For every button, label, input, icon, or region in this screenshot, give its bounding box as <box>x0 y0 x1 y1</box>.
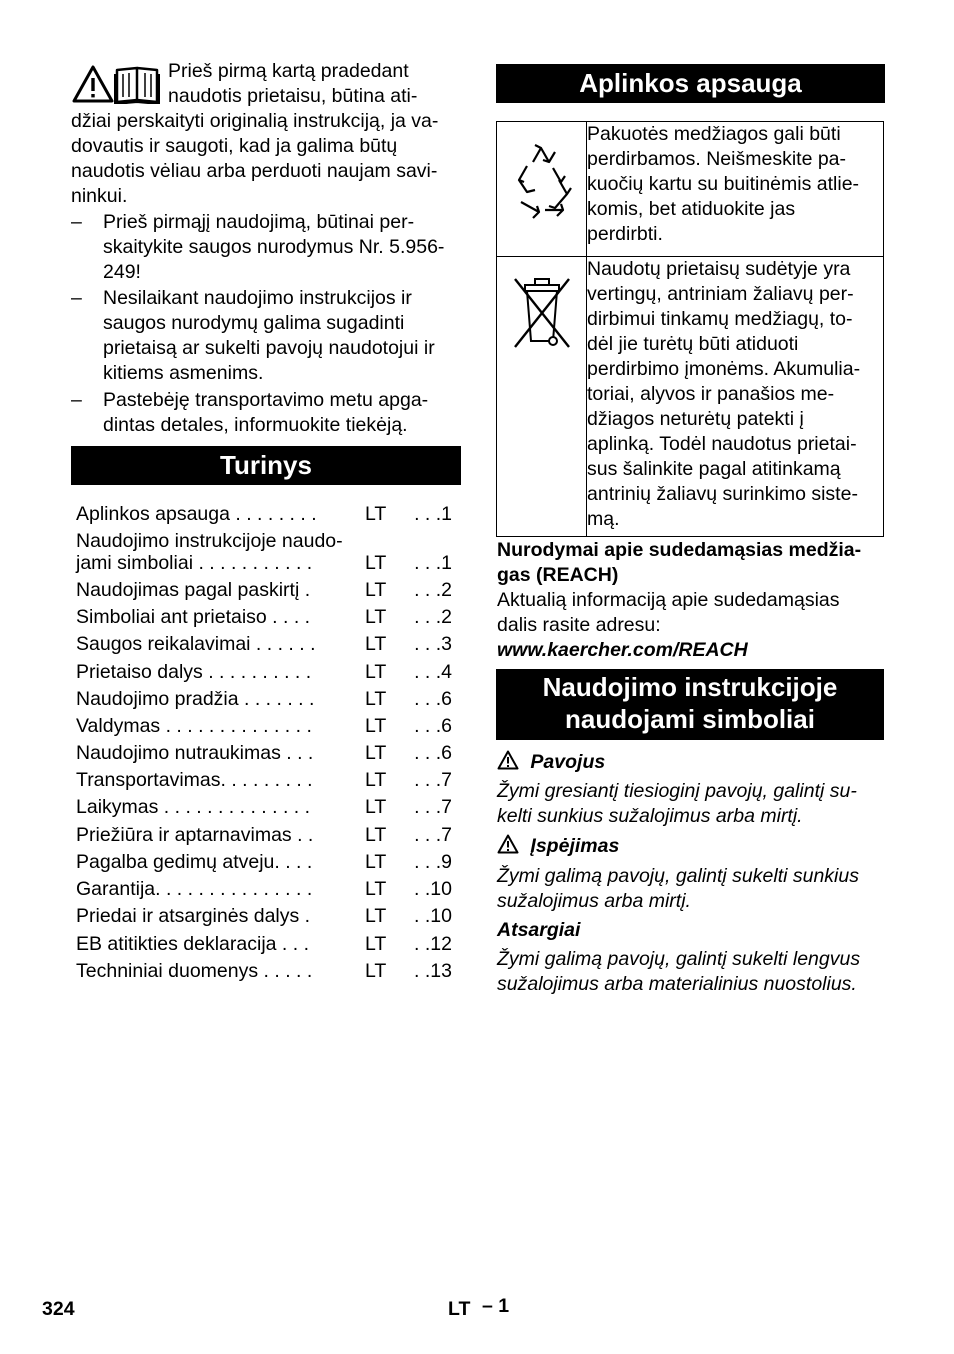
toc-entry-title: Techniniai duomenys . . . . . <box>76 960 313 982</box>
list-item-line: prietaisą ar sukelti pavojų naudotojui ir <box>103 337 435 359</box>
env-heading: Aplinkos apsauga <box>496 64 885 103</box>
danger-label-row <box>497 750 605 775</box>
list-dash: – <box>71 287 82 309</box>
warning-text-line: sužalojimus arba mirtį. <box>497 890 691 912</box>
toc-entry[interactable] <box>76 578 456 603</box>
toc-entry-lang: LT <box>365 960 387 982</box>
toc-entry[interactable] <box>76 605 456 630</box>
toc-entry[interactable] <box>76 932 456 957</box>
intro-line: Prieš pirmą kartą pradedant <box>168 60 409 82</box>
toc-entry[interactable] <box>76 877 456 902</box>
toc-entry-title: Aplinkos apsauga . . . . . . . . <box>76 503 317 525</box>
toc-entry[interactable] <box>76 823 456 848</box>
env-text-line: komis, bet atiduokite jas <box>587 198 796 220</box>
toc-entry-title: Priedai ir atsarginės dalys . <box>76 905 311 927</box>
manual-book-icon <box>115 68 159 104</box>
toc-entry[interactable] <box>76 502 456 527</box>
toc-entry-title: Garantija. . . . . . . . . . . . . . . <box>76 878 313 900</box>
toc-heading: Turinys <box>71 446 461 485</box>
warning-label-row <box>497 834 619 859</box>
intro-line: naudotis vėliau arba perduoti naujam savi- <box>71 160 438 182</box>
footer-lang: LT <box>448 1298 471 1320</box>
intro-icons <box>71 64 161 104</box>
list-item-line: kitiems asmenims. <box>103 362 264 384</box>
warning-triangle-icon <box>74 67 112 101</box>
env-text-line: perdirbti. <box>587 223 663 245</box>
intro-line: dovautis ir saugoti, kad ja galima būtų <box>71 135 398 157</box>
toc-entry[interactable] <box>76 660 456 685</box>
toc-entry-title: Saugos reikalavimai . . . . . . <box>76 633 316 655</box>
env-text-line: dėl jie turėtų būti atiduoti <box>587 333 799 355</box>
env-text-line: mą. <box>587 508 620 530</box>
list-dash: – <box>71 389 82 411</box>
env-text-line: perdirbamos. Neišmeskite pa- <box>587 148 847 170</box>
page-number: 324 <box>42 1298 75 1320</box>
danger-label: Pavojus <box>530 751 606 773</box>
reach-text-line: dalis rasite adresu: <box>497 614 661 636</box>
toc-entry-page: . . .7 <box>414 824 452 846</box>
toc-entry-title: jami simboliai . . . . . . . . . . . <box>76 552 313 574</box>
toc-entry-title: Laikymas . . . . . . . . . . . . . . <box>76 796 311 818</box>
reach-text-line: Aktualią informaciją apie sudedamąsias <box>497 589 840 611</box>
env-row-devices <box>497 257 884 537</box>
symbols-heading <box>496 669 884 740</box>
toc-entry-lang: LT <box>365 633 387 655</box>
env-text-line: dirbimui tinkamų medžiagų, to- <box>587 308 853 330</box>
reach-heading-line: Nurodymai apie sudedamąsias medžia- <box>497 539 862 561</box>
env-text-line: Pakuotės medžiagos gali būti <box>587 123 841 145</box>
toc-entry-title: Naudojimo nutraukimas . . . <box>76 742 314 764</box>
list-item-line: Prieš pirmąjį naudojimą, būtinai per- <box>103 211 415 233</box>
toc-entry[interactable] <box>76 768 456 793</box>
toc-entry-page: . . .6 <box>414 742 452 764</box>
toc-entry-title: Transportavimas. . . . . . . . . <box>76 769 313 791</box>
toc-entry-lang: LT <box>365 851 387 873</box>
footer-sub-page: – 1 <box>482 1295 510 1317</box>
toc-entry-lang: LT <box>365 742 387 764</box>
toc-entry-page: . .10 <box>414 878 452 900</box>
toc-entry-title: Priežiūra ir aptarnavimas . . <box>76 824 314 846</box>
list-dash: – <box>71 211 82 233</box>
list-item-line: skaitykite saugos nurodymus Nr. 5.956- <box>103 236 445 258</box>
symbols-heading-line: naudojami simboliai <box>565 704 815 734</box>
toc-entry-page: . . .9 <box>414 851 452 873</box>
toc-entry-title: Naudojimo pradžia . . . . . . . <box>76 688 315 710</box>
toc-entry-title: Naudojimo instrukcijoje naudo- <box>76 530 343 552</box>
toc-entry-page: . . .2 <box>414 579 452 601</box>
env-text-line: aplinką. Todėl naudotus prietai- <box>587 433 857 455</box>
toc-entry-lang: LT <box>365 606 387 628</box>
env-text-line: vertingų, antriniam žaliavų per- <box>587 283 854 305</box>
toc-entry[interactable] <box>76 959 456 984</box>
toc-entry[interactable] <box>76 632 456 657</box>
toc-entry-lang: LT <box>365 552 387 574</box>
toc-entry-page: . .10 <box>414 905 452 927</box>
toc-entry-title: EB atitikties deklaracija . . . <box>76 933 310 955</box>
env-text-line: sus šalinkite pagal atitinkamą <box>587 458 841 480</box>
toc-entry-lang: LT <box>365 905 387 927</box>
toc-entry-title: Valdymas . . . . . . . . . . . . . . <box>76 715 312 737</box>
toc-entry[interactable] <box>76 687 456 712</box>
env-text-line: perdirbimo įmonėms. Akumulia- <box>587 358 861 380</box>
env-text-line: antrinių žaliavų surinkimo siste- <box>587 483 858 505</box>
reach-heading-line: gas (REACH) <box>497 564 619 586</box>
env-text-cell <box>587 257 884 537</box>
toc-entry[interactable] <box>76 714 456 739</box>
toc-entry-lang: LT <box>365 503 387 525</box>
env-text-cell <box>587 122 884 257</box>
toc-entry-lang: LT <box>365 688 387 710</box>
recycle-icon <box>497 122 586 251</box>
toc-entry[interactable] <box>76 795 456 820</box>
toc-entry-lang: LT <box>365 933 387 955</box>
toc-entry-lang: LT <box>365 824 387 846</box>
warning-text-line: Žymi galimą pavojų, galintį sukelti sunkius <box>497 865 859 887</box>
symbols-heading-line: Naudojimo instrukcijoje <box>542 672 838 702</box>
reach-url-link[interactable]: www.kaercher.com/REACH <box>497 639 748 661</box>
toc-entry-page: . .13 <box>414 960 452 982</box>
list-item-line: 249! <box>103 261 141 283</box>
toc-entry-page: . . .2 <box>414 606 452 628</box>
toc-entry-page: . . .6 <box>414 715 452 737</box>
env-table <box>496 121 884 537</box>
env-icon-cell <box>497 122 587 257</box>
toc-entry-page: . . .4 <box>414 661 452 683</box>
warning-triangle-icon <box>497 750 519 770</box>
toc-entry-page: . . .1 <box>414 552 452 574</box>
toc-entry[interactable] <box>76 850 456 875</box>
toc-entry-page: . . .6 <box>414 688 452 710</box>
caution-label: Atsargiai <box>497 919 581 941</box>
list-item-line: saugos nurodymų galima sugadinti <box>103 312 405 334</box>
toc-entry-title: Prietaiso dalys . . . . . . . . . . <box>76 661 312 683</box>
toc-entry-page: . . .7 <box>414 796 452 818</box>
toc-entry-title: Pagalba gedimų atveju. . . . <box>76 851 313 873</box>
toc-entry-lang: LT <box>365 579 387 601</box>
toc-entry-lang: LT <box>365 769 387 791</box>
toc-entry-page: . .12 <box>414 933 452 955</box>
env-text-line: Naudotų prietaisų sudėtyje yra <box>587 258 851 280</box>
list-item-line: Nesilaikant naudojimo instrukcijos ir <box>103 287 412 309</box>
intro-line: džiai perskaityti originalią instrukciją, ja va- <box>71 110 439 132</box>
intro-line: naudotis prietaisu, būtina ati- <box>168 85 418 107</box>
intro-line: ninkui. <box>71 185 128 207</box>
env-text-line: kuočių kartu su buitinėmis atlie- <box>587 173 860 195</box>
env-icon-cell <box>497 257 587 537</box>
warning-label: Įspėjimas <box>530 835 620 857</box>
toc-entry[interactable] <box>76 551 456 576</box>
toc-entry[interactable] <box>76 741 456 766</box>
crossed-bin-icon <box>497 257 586 357</box>
toc-entry-page: . . .7 <box>414 769 452 791</box>
caution-text-line: sužalojimus arba materialinius nuostolius. <box>497 973 857 995</box>
danger-text-line: kelti sunkius sužalojimus arba mirtį. <box>497 805 803 827</box>
toc-entry-lang: LT <box>365 661 387 683</box>
toc-entry-page: . . .3 <box>414 633 452 655</box>
toc-entry-lang: LT <box>365 796 387 818</box>
toc-entry-title: Naudojimas pagal paskirtį . <box>76 579 311 601</box>
toc-entry[interactable] <box>76 904 456 929</box>
toc-entry-lang: LT <box>365 715 387 737</box>
list-item-line: dintas detales, informuokite tiekėją. <box>103 414 408 436</box>
toc-entry-page: . . .1 <box>414 503 452 525</box>
list-item-line: Pastebėję transportavimo metu apga- <box>103 389 429 411</box>
caution-text-line: Žymi galimą pavojų, galintį sukelti lengvus <box>497 948 861 970</box>
toc-entry-title: Simboliai ant prietaiso . . . . <box>76 606 311 628</box>
env-text-line: toriai, alyvos ir panašios me- <box>587 383 835 405</box>
env-row-packaging <box>497 122 884 257</box>
warning-triangle-icon <box>497 834 519 854</box>
toc-entry-lang: LT <box>365 878 387 900</box>
danger-text-line: Žymi gresiantį tiesioginį pavojų, galintį su- <box>497 780 857 802</box>
env-text-line: džiagos neturėtų patekti į <box>587 408 804 430</box>
